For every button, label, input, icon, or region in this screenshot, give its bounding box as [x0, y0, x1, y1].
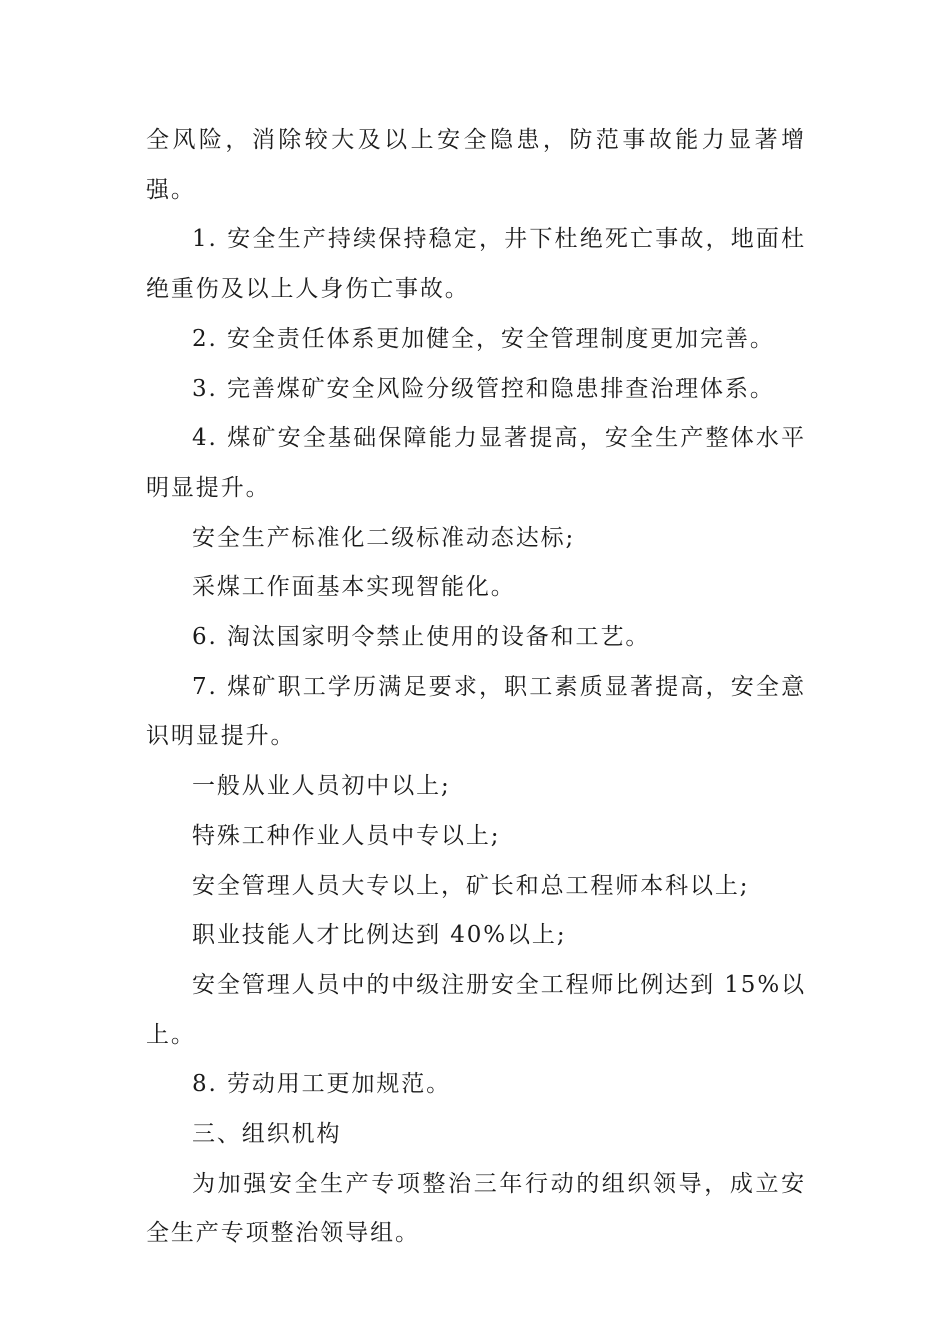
- paragraph-16: 为加强安全生产专项整治三年行动的组织领导，成立安全生产专项整治领导组。: [146, 1170, 806, 1247]
- paragraph-7: 6. 淘汰国家明令禁止使用的设备和工艺。: [192, 624, 651, 651]
- paragraph-9: 一般从业人员初中以上;: [192, 773, 451, 800]
- paragraph-6: 采煤工作面基本实现智能化。: [192, 574, 516, 601]
- section-heading: 三、组织机构: [192, 1121, 342, 1148]
- paragraph-2: 2. 安全责任体系更加健全，安全管理制度更加完善。: [192, 325, 775, 352]
- paragraph-5: 安全生产标准化二级标准动态达标;: [192, 524, 576, 551]
- paragraph-14: 8. 劳动用工更加规范。: [192, 1071, 452, 1098]
- paragraph-0: 全风险，消除较大及以上安全隐患，防范事故能力显著增强。: [146, 127, 806, 203]
- paragraph-3: 3. 完善煤矿安全风险分级管控和隐患排查治理体系。: [192, 375, 775, 402]
- paragraph-12: 职业技能人才比例达到 40%以上;: [192, 922, 567, 949]
- paragraph-1: 1. 安全生产持续保持稳定，井下杜绝死亡事故，地面杜绝重伤及以上人身伤亡事故。: [146, 226, 806, 303]
- paragraph-8: 7. 煤矿职工学历满足要求，职工素质显著提高，安全意识明显提升。: [146, 673, 806, 750]
- paragraph-10: 特殊工种作业人员中专以上;: [192, 822, 501, 849]
- document-body: [146, 116, 806, 1259]
- paragraph-11: 安全管理人员大专以上，矿长和总工程师本科以上;: [192, 872, 750, 899]
- paragraph-4: 4. 煤矿安全基础保障能力显著提高，安全生产整体水平明显提升。: [146, 425, 806, 501]
- paragraph-13: 安全管理人员中的中级注册安全工程师比例达到 15%以上。: [146, 971, 806, 1048]
